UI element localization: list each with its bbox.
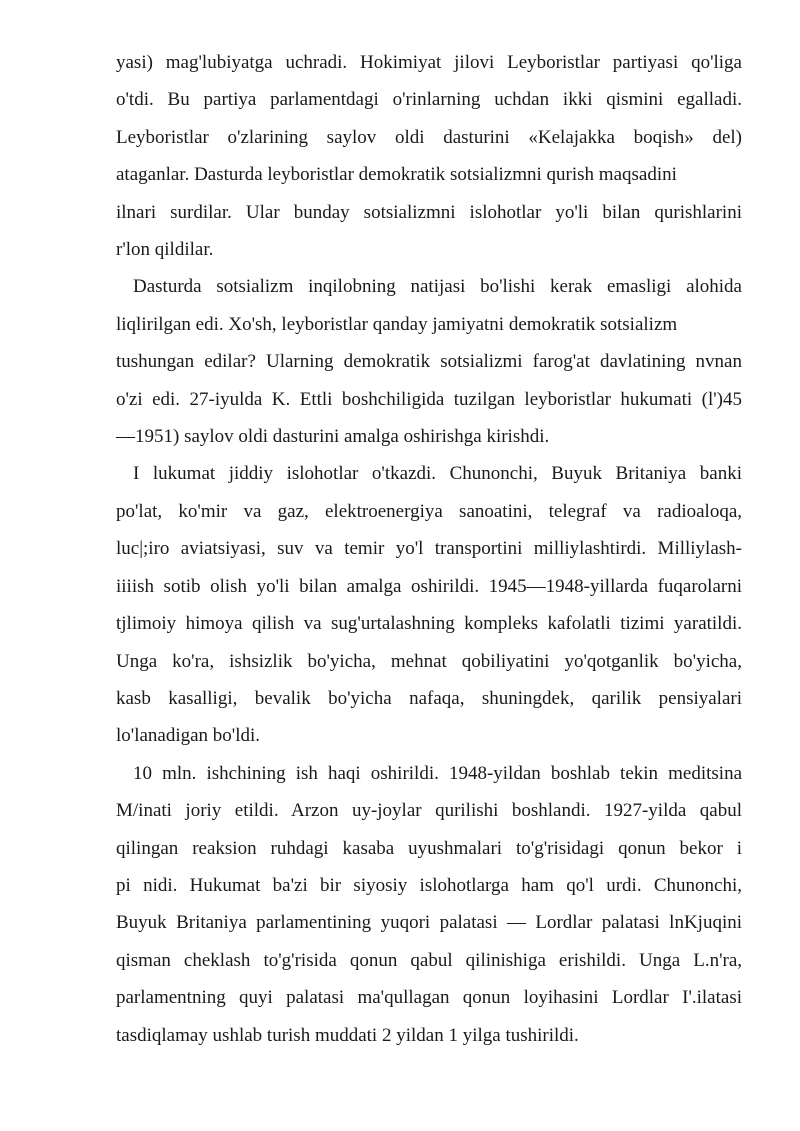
paragraph-4 (116, 755, 742, 1054)
text-line: iiiish sotib olish yo'li bilan amalga oshirildi. 1945—1948-yillarda fuqarolarni (116, 575, 742, 597)
text-line: o'zi edi. 27-iyulda K. Ettli boshchiligida tuzilgan leyboristlar hukumati (l')45 (116, 388, 742, 410)
paragraph-3 (116, 455, 742, 754)
text-line: Buyuk Britaniya parlamentining yuqori palatasi — Lordlar palatasi lnKjuqini (116, 912, 742, 934)
text-line: Leyboristlar o'zlarining saylov oldi dasturini «Kelajakka boqish» del) (116, 126, 742, 148)
document-page (116, 44, 742, 1054)
text-line: qilingan reaksion ruhdagi kasaba uyushmalari to'g'risidagi qonun bekor i (116, 837, 742, 859)
text-line: o'tdi. Bu partiya parlamentdagi o'rinlarning uchdan ikki qismini egalladi. (116, 89, 742, 111)
text-line: yasi) mag'lubiyatga uchradi. Hokimiyat jilovi Leyboristlar partiyasi qo'liga (116, 52, 742, 73)
text-line: luc|;iro aviatsiyasi, suv va temir yo'l transportini milliylashtirdi. Milliylash- (116, 538, 742, 560)
text-line: 10 mln. ishchining ish haqi oshirildi. 1948-yildan boshlab tekin meditsina (133, 762, 742, 784)
text-line: tjlimoiy himoya qilish va sug'urtalashning kompleks kafolatli tizimi yaratildi. (116, 613, 742, 635)
text-line: Dasturda sotsializm inqilobning natijasi bo'lishi kerak emasligi alohida (133, 276, 742, 298)
text-line: po'lat, ko'mir va gaz, elektroenergiya sanoatini, telegraf va radioaloqa, (116, 500, 742, 522)
text-line: liqlirilgan edi. Xo'sh, leyboristlar qanday jamiyatni demokratik sotsializm (116, 313, 678, 335)
text-line: kasb kasalligi, bevalik bo'yicha nafaqa, shuningdek, qarilik pensiyalari (116, 687, 742, 709)
text-line: qisman cheklash to'g'risida qonun qabul qilinishiga erishildi. Unga L.n'ra, (116, 949, 742, 971)
text-line: Unga ko'ra, ishsizlik bo'yicha, mehnat qobiliyatini yo'qotganlik bo'yicha, (116, 650, 742, 672)
text-line: ilnari surdilar. Ular bunday sotsializmni islohotlar yo'li bilan qurishlarini (116, 201, 742, 223)
paragraph-2 (116, 268, 742, 455)
text-line: ataganlar. Dasturda leyboristlar demokratik sotsializmni qurish maqsadini (116, 164, 677, 186)
paragraph-1 (116, 44, 742, 268)
text-line: I lukumat jiddiy islohotlar o'tkazdi. Chunonchi, Buyuk Britaniya banki (133, 463, 742, 485)
text-line: M/inati joriy etildi. Arzon uy-joylar qurilishi boshlandi. 1927-yilda qabul (116, 800, 742, 822)
text-line: tushungan edilar? Ularning demokratik sotsializmi farog'at davlatining nvnan (116, 351, 742, 373)
text-line: —1951) saylov oldi dasturini amalga oshirishga kirishdi. (116, 426, 550, 448)
text-line: r'lon qildilar. (116, 239, 214, 261)
text-line: lo'lanadigan bo'ldi. (116, 725, 261, 747)
text-line: parlamentning quyi palatasi ma'qullagan qonun loyihasini Lordlar I'.ilatasi (116, 987, 742, 1009)
text-line: pi nidi. Hukumat ba'zi bir siyosiy islohotlarga ham qo'l urdi. Chunonchi, (116, 874, 742, 896)
text-line: tasdiqlamay ushlab turish muddati 2 yildan 1 yilga tushirildi. (116, 1024, 579, 1046)
